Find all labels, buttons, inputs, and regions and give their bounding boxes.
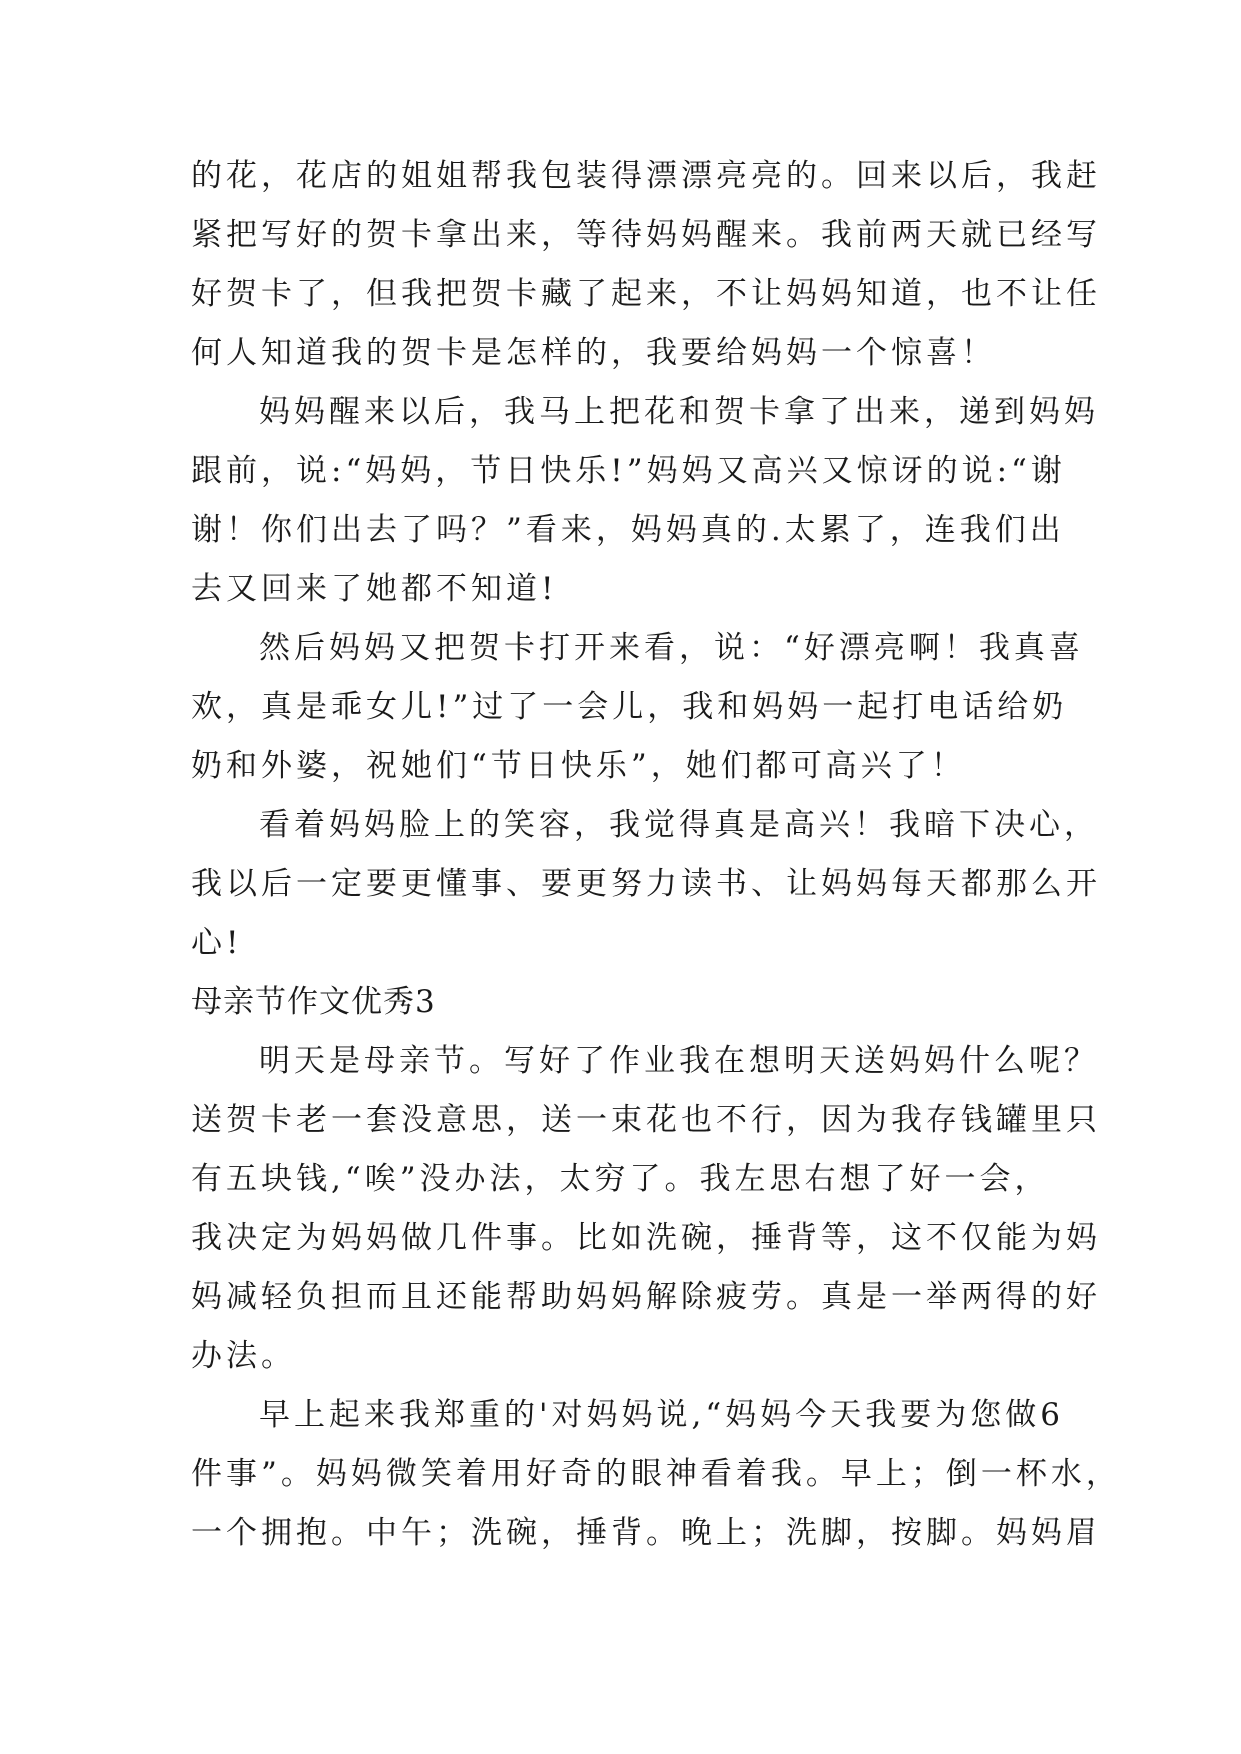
- text-line: 的花，花店的姐姐帮我包装得漂漂亮亮的。回来以后，我赶: [191, 158, 1101, 194]
- text-line: 去又回来了她都不知道!: [191, 571, 558, 607]
- text-line: 一个拥抱。中午；洗碗，捶背。晚上；洗脚，按脚。妈妈眉: [191, 1515, 1101, 1551]
- text-line: 有五块钱,“唉”没办法，太穷了。我左思右想了好一会，: [191, 1161, 1050, 1197]
- text-line: 紧把写好的贺卡拿出来，等待妈妈醒来。我前两天就已经写: [191, 217, 1101, 253]
- paragraph: [191, 807, 1101, 961]
- section-title: 母亲节作文优秀3: [191, 984, 436, 1020]
- text-line: 然后妈妈又把贺卡打开来看，说：“好漂亮啊！我真喜: [259, 630, 1084, 666]
- paragraph: [191, 630, 1084, 784]
- text-line: 谢！你们出去了吗？”看来，妈妈真的.太累了，连我们出: [191, 512, 1065, 548]
- paragraph: [191, 394, 1099, 607]
- paragraph: [191, 158, 1101, 371]
- text-line: 我以后一定要更懂事、要更努力读书、让妈妈每天都那么开: [191, 866, 1101, 902]
- text-line: 妈妈醒来以后，我马上把花和贺卡拿了出来，递到妈妈: [259, 394, 1099, 430]
- text-line: 件事”。妈妈微笑着用好奇的眼神看着我。早上；倒一杯水，: [191, 1456, 1121, 1492]
- text-line: 欢，真是乖女儿!”过了一会儿，我和妈妈一起打电话给奶: [191, 689, 1068, 725]
- text-line: 心!: [191, 925, 243, 961]
- text-line: 奶和外婆，祝她们“节日快乐”，她们都可高兴了！: [191, 748, 966, 784]
- paragraph: [191, 1043, 1101, 1374]
- text-line: 何人知道我的贺卡是怎样的，我要给妈妈一个惊喜！: [191, 335, 996, 371]
- text-line: 妈减轻负担而且还能帮助妈妈解除疲劳。真是一举两得的好: [191, 1279, 1101, 1315]
- text-line: 好贺卡了，但我把贺卡藏了起来，不让妈妈知道，也不让任: [191, 276, 1101, 312]
- text-line: 看着妈妈脸上的笑容，我觉得真是高兴！我暗下决心，: [259, 807, 1099, 843]
- text-line: 跟前，说:“妈妈，节日快乐!”妈妈又高兴又惊讶的说:“谢: [191, 453, 1066, 489]
- text-line: 送贺卡老一套没意思，送一束花也不行，因为我存钱罐里只: [191, 1102, 1101, 1138]
- document-page: [191, 158, 1121, 1574]
- text-line: 明天是母亲节。写好了作业我在想明天送妈妈什么呢？: [259, 1043, 1099, 1079]
- text-line: 早上起来我郑重的'对妈妈说,“妈妈今天我要为您做6: [259, 1397, 1064, 1433]
- text-line: 我决定为妈妈做几件事。比如洗碗，捶背等，这不仅能为妈: [191, 1220, 1101, 1256]
- text-line: 办法。: [191, 1338, 296, 1374]
- paragraph: [191, 1397, 1121, 1551]
